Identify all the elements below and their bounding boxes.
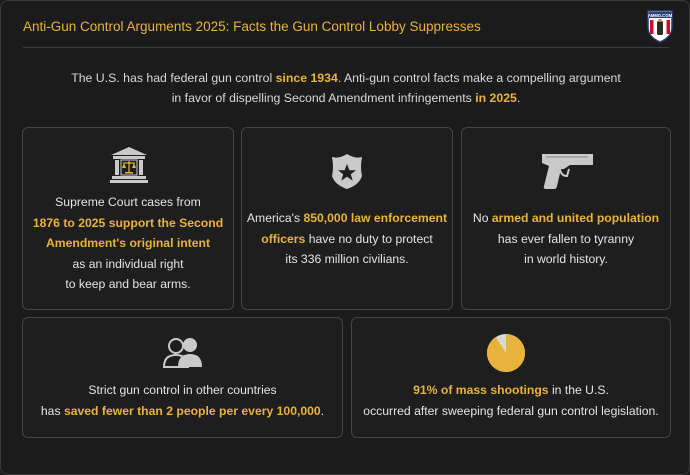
police-badge-icon bbox=[329, 152, 365, 190]
card-other-countries bbox=[22, 317, 343, 438]
people-icon bbox=[162, 336, 204, 368]
pie-chart-icon bbox=[486, 333, 526, 373]
armed-line-2: has ever fallen to tyranny bbox=[497, 231, 635, 246]
intro-line-1: The U.S. has had federal gun control since 1934. Anti-gun control facts make a compelling argument bbox=[71, 71, 621, 85]
countries-line-1: Strict gun control in other countries bbox=[88, 383, 277, 397]
card-armed-population bbox=[461, 127, 671, 310]
card-mass-shootings bbox=[351, 317, 671, 438]
card-supreme-court bbox=[22, 127, 234, 310]
intro-highlight-1934: since 1934 bbox=[275, 71, 338, 85]
courthouse-icon bbox=[109, 144, 149, 184]
supreme-line-5: to keep and bear arms. bbox=[65, 277, 191, 291]
header-divider bbox=[23, 47, 669, 48]
pistol-icon bbox=[540, 150, 596, 192]
supreme-line-2: 1876 to 2025 support the Second bbox=[32, 215, 224, 230]
logo-text: AMMO.COM bbox=[647, 12, 673, 18]
shootings-line-2: occurred after sweeping federal gun control legislation. bbox=[363, 403, 659, 418]
card-law-enforcement bbox=[241, 127, 453, 310]
countries-line-2: has saved fewer than 2 people per every 100,000. bbox=[40, 403, 325, 418]
intro-highlight-2025: in 2025 bbox=[475, 91, 517, 105]
intro-text bbox=[23, 68, 669, 108]
page-title: Anti-Gun Control Arguments 2025: Facts the Gun Control Lobby Suppresses bbox=[23, 19, 481, 34]
supreme-line-3: Amendment's original intent bbox=[45, 236, 211, 250]
police-line-3: its 336 million civilians. bbox=[285, 252, 409, 266]
supreme-line-4: as an individual right bbox=[72, 256, 184, 271]
police-line-1: America's 850,000 law enforcement bbox=[246, 211, 448, 225]
pie-slice-91-percent bbox=[487, 334, 525, 372]
supreme-line-1: Supreme Court cases from bbox=[55, 195, 201, 209]
intro-line-2: in favor of dispelling Second Amendment infringements in 2025. bbox=[171, 91, 521, 105]
armed-line-3: in world history. bbox=[524, 252, 608, 266]
ammo-logo-icon bbox=[646, 9, 674, 43]
armed-line-1: No armed and united population bbox=[472, 211, 660, 225]
shootings-line-1: 91% of mass shootings in the U.S. bbox=[413, 383, 609, 397]
police-line-2: officers have no duty to protect bbox=[261, 231, 433, 246]
